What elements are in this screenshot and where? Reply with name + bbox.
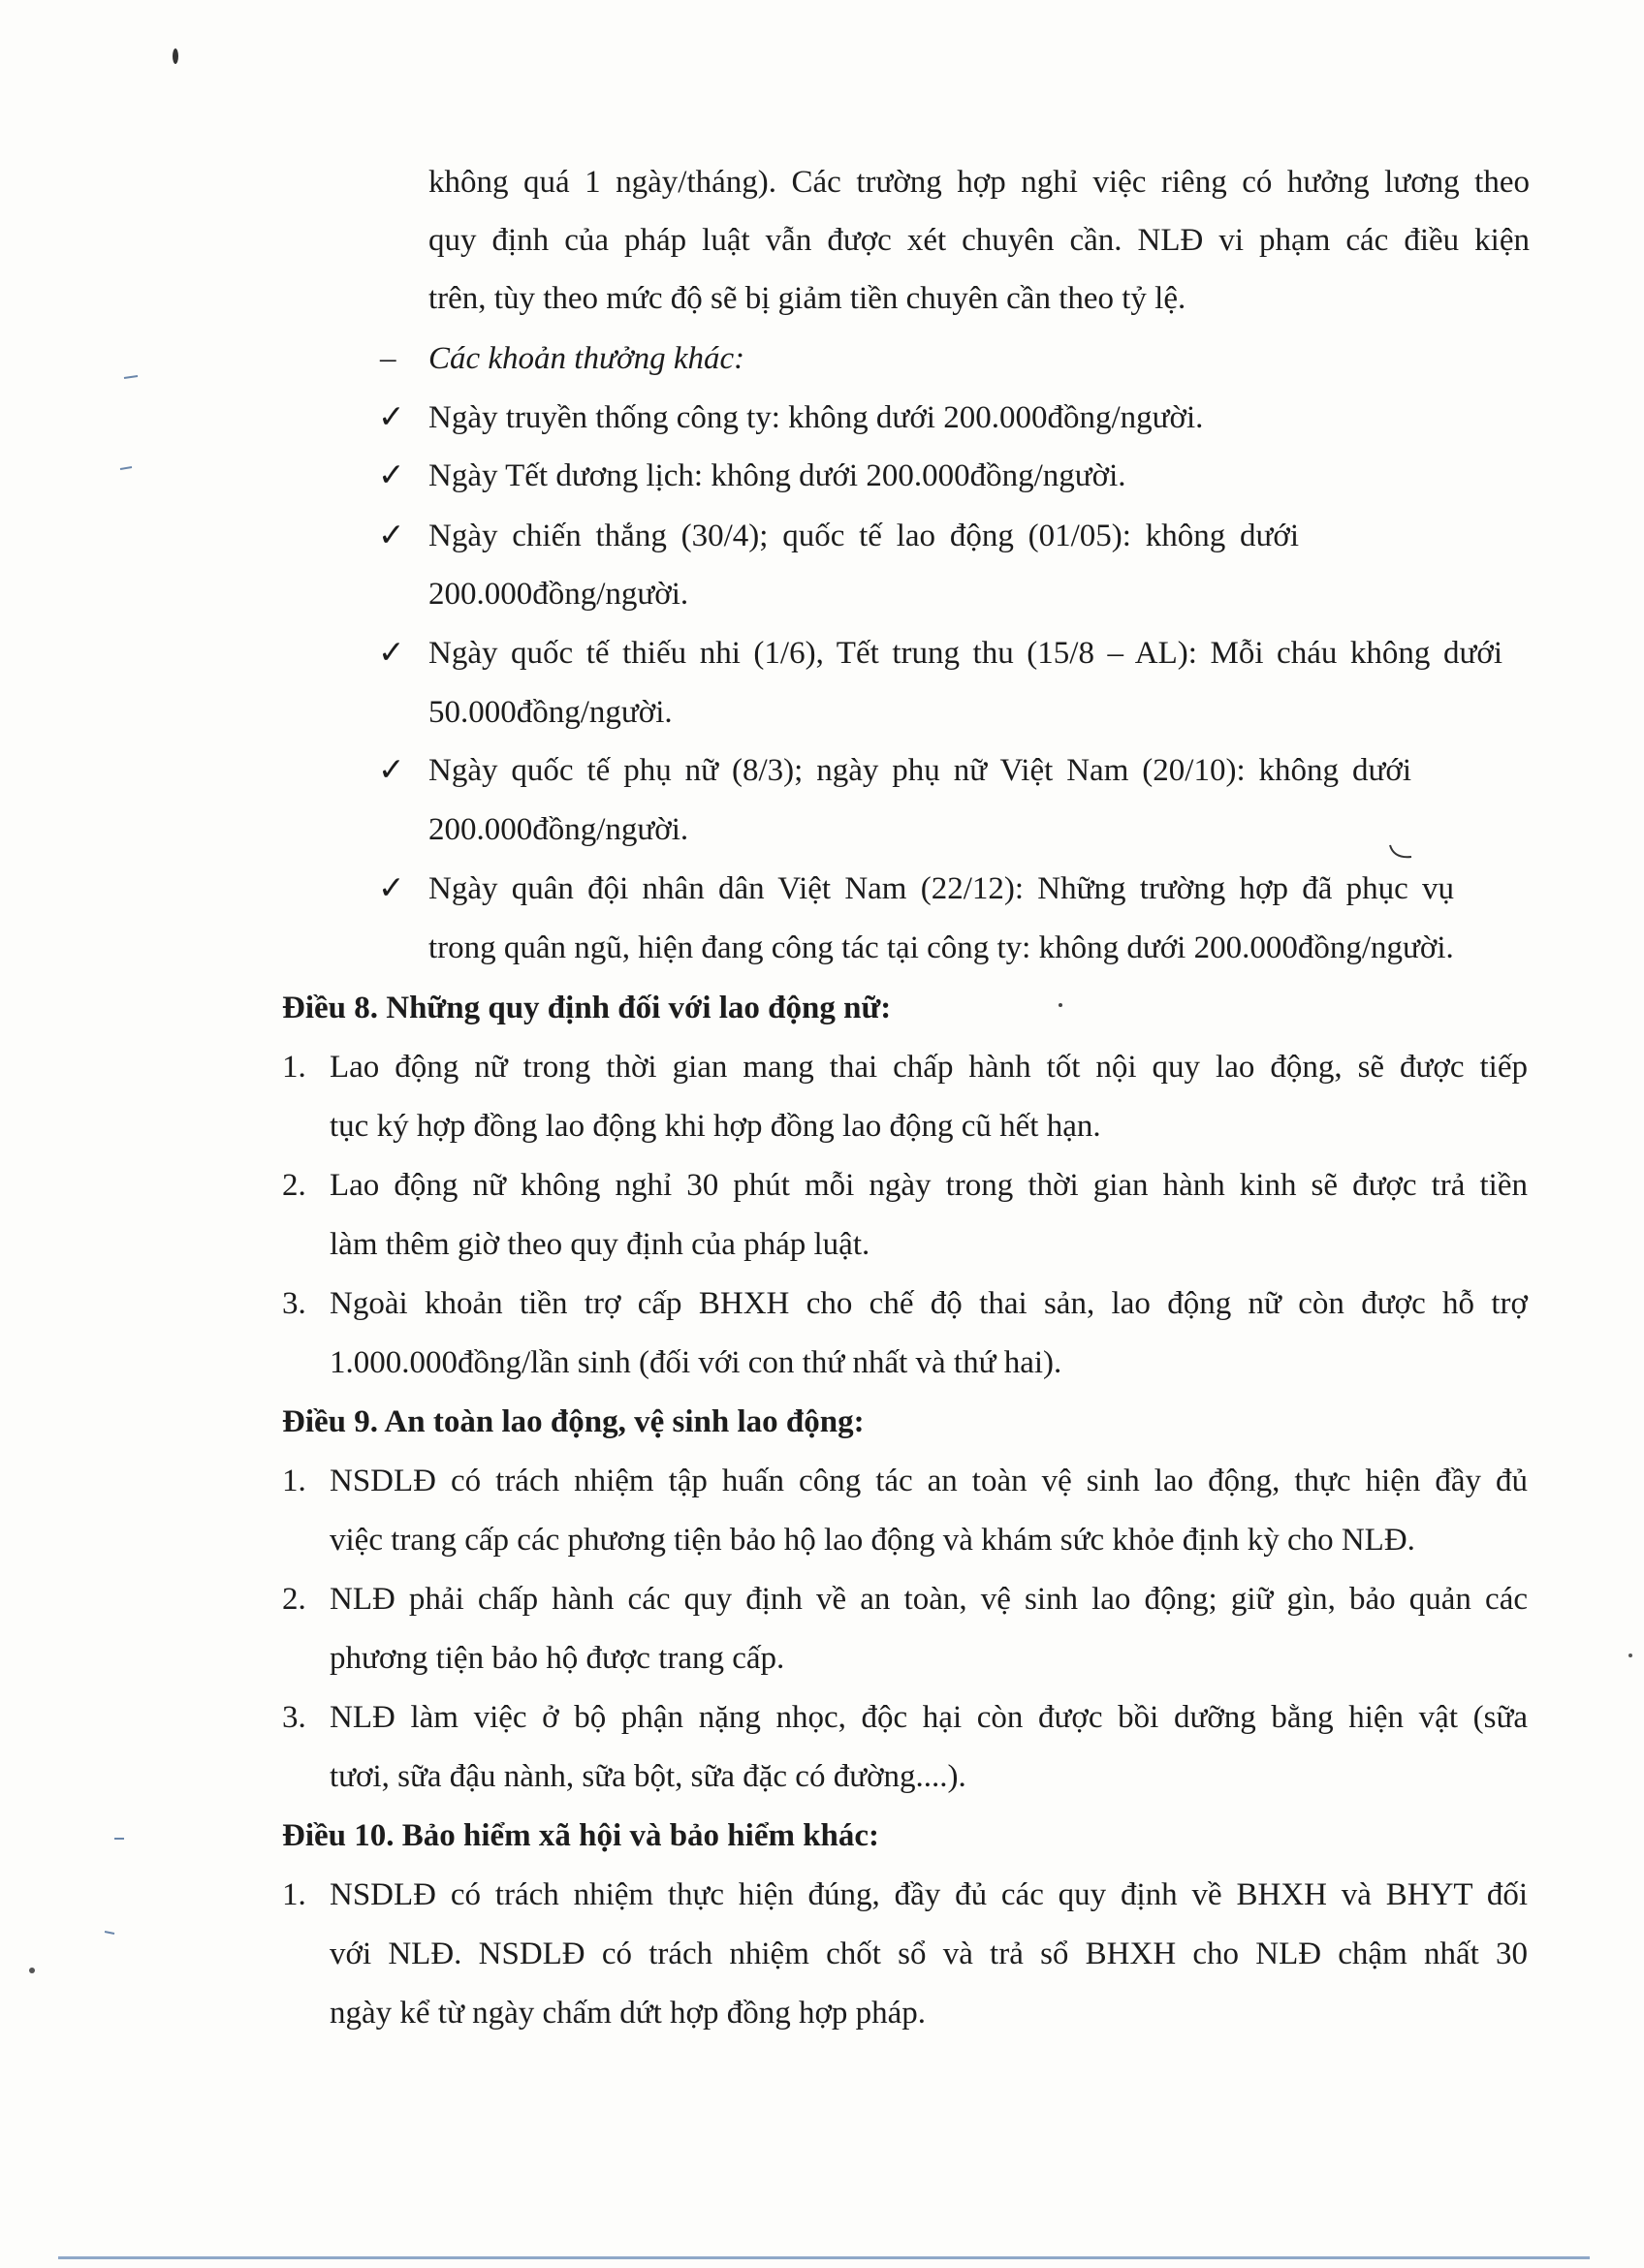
item-line: việc trang cấp các phương tiện bảo hộ lao động và khám sức khỏe định kỳ cho NLĐ.: [330, 1523, 1415, 1558]
item-line: NSDLĐ có trách nhiệm thực hiện đúng, đầy đủ các quy định về BHXH và BHYT đối: [330, 1877, 1528, 1912]
check-icon: ✓: [378, 871, 405, 906]
item-number: 2.: [282, 1168, 306, 1203]
check-icon: ✓: [378, 458, 405, 493]
bonus-item: Ngày Tết dương lịch: không dưới 200.000đồng/người.: [428, 458, 1126, 493]
item-line: NSDLĐ có trách nhiệm tập huấn công tác an toàn vệ sinh lao động, thực hiện đầy đủ: [330, 1464, 1528, 1498]
item-line: Lao động nữ trong thời gian mang thai chấp hành tốt nội quy lao động, sẽ được tiếp: [330, 1050, 1528, 1085]
item-line: ngày kể từ ngày chấm dứt hợp đồng hợp pháp.: [330, 1996, 927, 2031]
article-heading: Điều 8. Những quy định đối với lao động nữ:: [282, 991, 892, 1025]
article-heading: Điều 9. An toàn lao động, vệ sinh lao động:: [282, 1404, 865, 1439]
item-line: Ngoài khoản tiền trợ cấp BHXH cho chế độ thai sản, lao động nữ còn được hỗ trợ: [330, 1286, 1528, 1321]
bonus-item: Ngày quốc tế phụ nữ (8/3); ngày phụ nữ Việt Nam (20/10): không dưới: [428, 753, 1411, 788]
item-line: NLĐ làm việc ở bộ phận nặng nhọc, độc hại còn được bồi dưỡng bằng hiện vật (sữa: [330, 1700, 1528, 1735]
item-number: 3.: [282, 1700, 306, 1735]
item-number: 1.: [282, 1464, 306, 1498]
bonus-item: Ngày quân đội nhân dân Việt Nam (22/12): Những trường hợp đã phục vụ: [428, 871, 1454, 906]
bonus-heading: Các khoản thưởng khác:: [428, 341, 745, 376]
intro-line: quy định của pháp luật vẫn được xét chuyên cần. NLĐ vi phạm các điều kiện: [428, 223, 1530, 258]
bonus-item-cont: 200.000đồng/người.: [428, 812, 689, 847]
bonus-item-cont: trong quân ngũ, hiện đang công tác tại công ty: không dưới 200.000đồng/người.: [428, 930, 1454, 965]
item-number: 1.: [282, 1877, 306, 1912]
intro-line: trên, tùy theo mức độ sẽ bị giảm tiền chuyên cần theo tỷ lệ.: [428, 281, 1186, 316]
item-line: với NLĐ. NSDLĐ có trách nhiệm chốt sổ và trả sổ BHXH cho NLĐ chậm nhất 30: [330, 1937, 1528, 1971]
check-icon: ✓: [378, 636, 405, 671]
item-line: tươi, sữa đậu nành, sữa bột, sữa đặc có đường....).: [330, 1759, 966, 1794]
item-line: phương tiện bảo hộ được trang cấp.: [330, 1641, 785, 1676]
article-heading: Điều 10. Bảo hiểm xã hội và bảo hiểm khác:: [282, 1818, 880, 1853]
bonus-item-cont: 50.000đồng/người.: [428, 695, 673, 730]
item-line: làm thêm giờ theo quy định của pháp luật.: [330, 1227, 870, 1262]
bonus-item: Ngày quốc tế thiếu nhi (1/6), Tết trung thu (15/8 – AL): Mỗi cháu không dưới: [428, 636, 1502, 671]
check-icon: ✓: [378, 519, 405, 553]
check-icon: ✓: [378, 753, 405, 788]
check-icon: ✓: [378, 400, 405, 435]
dash-bullet: –: [380, 341, 396, 376]
page-bottom-rule: [58, 2256, 1590, 2259]
item-number: 1.: [282, 1050, 306, 1085]
item-number: 2.: [282, 1582, 306, 1617]
item-number: 3.: [282, 1286, 306, 1321]
bonus-item: Ngày truyền thống công ty: không dưới 200.000đồng/người.: [428, 400, 1204, 435]
intro-line: không quá 1 ngày/tháng). Các trường hợp nghỉ việc riêng có hưởng lương theo: [428, 165, 1530, 200]
item-line: Lao động nữ không nghỉ 30 phút mỗi ngày trong thời gian hành kinh sẽ được trả tiền: [330, 1168, 1528, 1203]
item-line: NLĐ phải chấp hành các quy định về an toàn, vệ sinh lao động; giữ gìn, bảo quản các: [330, 1582, 1528, 1617]
bonus-item: Ngày chiến thắng (30/4); quốc tế lao động (01/05): không dưới: [428, 519, 1299, 553]
item-line: tục ký hợp đồng lao động khi hợp đồng lao động cũ hết hạn.: [330, 1109, 1101, 1144]
bonus-item-cont: 200.000đồng/người.: [428, 577, 689, 612]
item-line: 1.000.000đồng/lần sinh (đối với con thứ nhất và thứ hai).: [330, 1345, 1062, 1380]
